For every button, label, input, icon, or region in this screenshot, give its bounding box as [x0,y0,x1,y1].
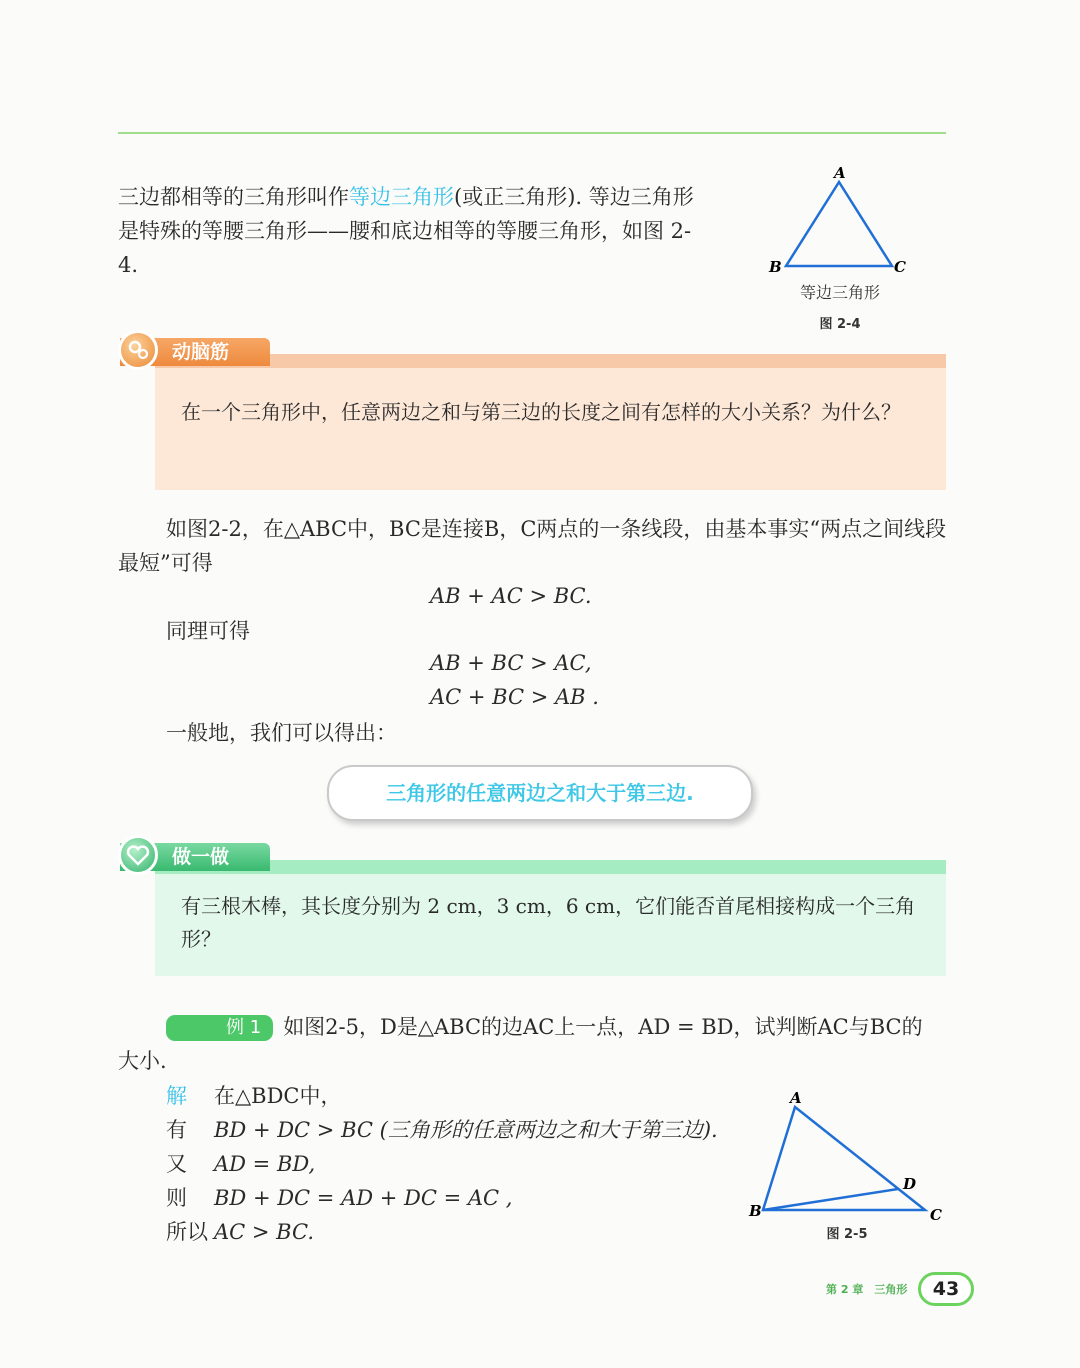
figure-name: 等边三角形 [799,283,881,302]
do-box [155,860,946,976]
general-text: 一般地，我们可以得出： [166,721,397,745]
vertex-label-b: B [749,1202,762,1220]
think-box [155,354,946,490]
think-box-top-bar [155,354,946,368]
solution-label: 解 [166,1084,187,1108]
vertex-label-c: C [930,1206,942,1224]
intro-paragraph [118,180,708,282]
example-text: 如图2-5，D是△ABC的边AC上一点，AD = BD，试判断AC与BC的大小. [118,1015,923,1073]
solution-step-2-text: BD + DC > BC (三角形的任意两边之和大于第三边). [214,1118,718,1142]
solution-step-5 [166,1216,314,1246]
solution-step-1-text: 在△BDC中， [214,1084,342,1108]
segment-bd [763,1189,898,1210]
figure-2-5-triangle [745,1085,950,1250]
solution-step-2 [166,1114,718,1144]
argument-paragraph: 如图2-2，在△ABC中，BC是连接B，C两点的一条线段，由基本事实“两点之间线段最短”可得 [118,517,947,575]
top-divider [118,132,946,134]
do-box-text: 有三根木棒，其长度分别为 2 cm，3 cm，6 cm，它们能否首尾相接构成一个三角形？ [181,894,916,951]
solution-step-4-label: 则 [166,1186,187,1210]
heart-icon-glyph [126,844,150,866]
gears-icon-glyph [125,337,151,363]
solution-step-1 [166,1080,342,1110]
solution-step-2-label: 有 [166,1118,187,1142]
solution-step-5-label: 所以 [166,1220,208,1244]
triangle-abc-shape [763,1107,925,1210]
solution-step-5-text: AC > BC. [214,1220,314,1244]
equilateral-triangle-shape [786,182,892,266]
vertex-label-a: A [834,164,846,182]
similarly-text: 同理可得 [166,619,250,643]
figure-2-4-equilateral-triangle [760,162,920,337]
vertex-label-d: D [903,1175,917,1193]
figure-caption: 图 2-5 [826,1227,868,1242]
inequality-3: AC + BC > AB . [430,685,599,709]
figure-caption: 图 2-4 [819,317,861,332]
solution-step-3 [166,1148,315,1178]
example-1-statement [118,1010,938,1078]
solution-step-3-text: AD = BD, [214,1152,316,1176]
solution-step-4 [166,1182,512,1212]
do-box-top-bar [155,860,946,874]
think-box-title: 动脑筋 [120,338,270,366]
term-equilateral-triangle: 等边三角形 [349,185,454,209]
solution-step-4-text: BD + DC = AD + DC = AC , [214,1186,513,1210]
vertex-label-a: A [790,1089,802,1107]
vertex-label-b: B [769,258,782,276]
gears-icon [118,330,158,370]
do-box-title: 做一做 [120,843,270,871]
solution-step-3-label: 又 [166,1152,187,1176]
vertex-label-c: C [894,258,906,276]
page-number: 43 [918,1272,974,1306]
heart-icon [118,835,158,875]
inequality-2: AB + BC > AC, [430,651,592,675]
intro-text-pre: 三边都相等的三角形叫作 [118,185,349,209]
chapter-label: 第 2 章 三角形 [826,1283,908,1296]
theorem-box: 三角形的任意两边之和大于第三边. [327,765,753,821]
inequality-1: AB + AC > BC. [430,584,592,608]
think-box-text: 在一个三角形中，任意两边之和与第三边的长度之间有怎样的大小关系？为什么？ [181,400,901,424]
example-badge: 例 1 [166,1015,273,1041]
intro-text-post: (或正三角形). 等边三角形是特殊的等腰三角形——腰和底边相等的等腰三角形，如图 2-4. [118,185,694,277]
